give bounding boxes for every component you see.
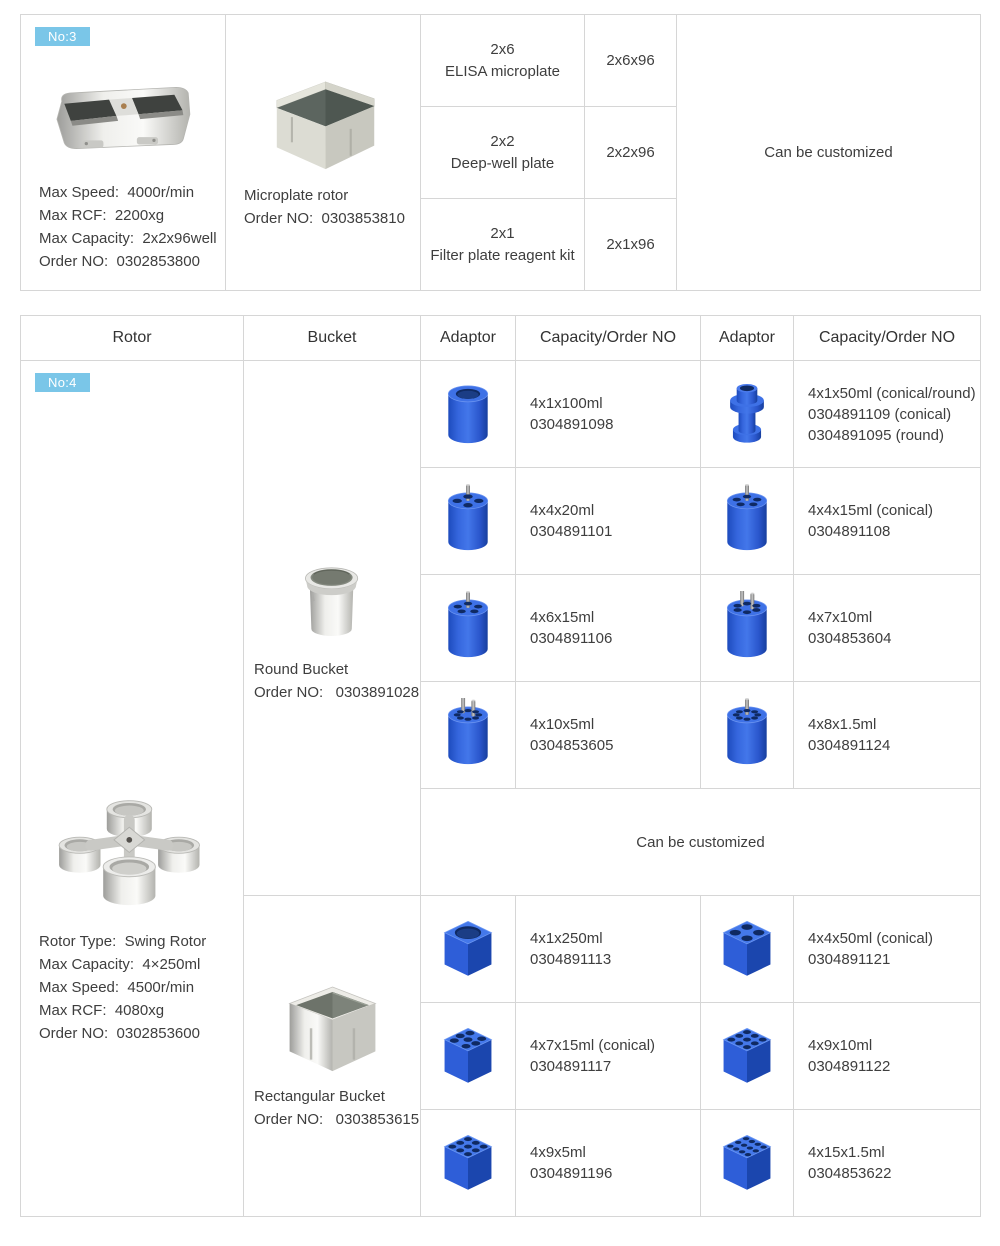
capacity-line: 4x4x50ml (conical) [808,930,934,947]
order-no-line: 0304891095 (round) [808,426,944,444]
customized-cell [677,15,981,291]
rotor-info-cell [21,15,226,291]
adaptor-cell [421,468,516,575]
microplate-bucket-image [226,75,420,176]
bucket-order: Order NO: 0303853810 [244,210,405,227]
capacity-line: 4x6x15ml [530,609,595,626]
bucket-name: Microplate rotor [244,187,349,204]
capacity-line: 4x1x50ml (conical/round) [808,384,976,402]
capacity-cell [794,1110,981,1217]
adaptor-icon [701,912,793,987]
order-no-line: 0304891113 [530,951,612,968]
plate-type: Filter plate reagent kit [430,246,575,264]
capacity-cell [794,575,981,682]
order-no-line: 0304891101 [530,523,613,540]
header-adaptor-1: Adaptor [421,316,516,361]
bucket-name: Rectangular Bucket [254,1087,385,1105]
order-no-line: 0304891117 [530,1058,612,1075]
spec-line: Max Speed: 4500r/min [39,978,195,996]
capacity-line: 4x9x10ml [808,1037,873,1054]
adaptor-cell [421,361,516,468]
order-no-line: 0304891124 [808,737,891,754]
round-bucket-image [244,553,420,650]
order-no-line: 0304891122 [808,1058,891,1075]
spec-line: Order NO: 0302853600 [39,1024,200,1042]
rotor-info-cell [21,361,244,1217]
adaptor-cell [421,682,516,789]
customized-cell [421,789,981,896]
capacity-cell [585,107,677,199]
adaptor-icon [421,1019,515,1094]
capacity-line: 4x9x5ml [530,1144,586,1161]
adaptor-cell [701,1003,794,1110]
order-no-line: 0304891121 [808,951,891,968]
adaptor-cell [421,575,516,682]
microplate-bucket-cell [226,15,421,291]
bucket-order: Order NO: 0303891028 [254,683,420,701]
adaptor-cell [701,682,794,789]
rectangular-bucket-image [244,982,420,1077]
capacity-line: 4x15x1.5ml [808,1144,885,1161]
order-no-line: 0304891196 [530,1165,613,1182]
adaptor-cell [701,896,794,1003]
customized-text: Can be customized [636,833,765,851]
customized-text: Can be customized [764,144,893,161]
plate-type-cell [421,107,585,199]
adaptor-icon [701,377,793,452]
adaptor-cell [701,361,794,468]
capacity-cell [516,1003,701,1110]
swing-rotor-table [20,315,981,1217]
header-capacity-2: Capacity/Order NO [794,316,981,361]
plate-type: ELISA microplate [444,62,561,80]
order-no-line: 0304853604 [808,630,892,647]
microplate-rotor-image [21,67,225,173]
adaptor-icon [421,1126,515,1201]
order-no-line: 0304853622 [808,1165,892,1182]
adaptor-cell [421,1110,516,1217]
capacity-cell [794,361,981,468]
adaptor-icon [421,912,515,987]
plate-type-cell [421,15,585,107]
adaptor-cell [701,1110,794,1217]
bucket-label [244,1085,420,1131]
rotor-specs [21,181,225,273]
order-no-line: 0304891106 [530,630,613,647]
capacity-cell [794,1003,981,1110]
adaptor-icon [421,484,515,559]
adaptor-icon [421,698,515,773]
adaptor-icon [701,698,793,773]
capacity-cell [516,468,701,575]
capacity-cell [794,896,981,1003]
plate-count: 2x1 [490,224,515,242]
capacity-line: 4x8x1.5ml [808,716,877,733]
bucket-name: Round Bucket [254,660,349,678]
adaptor-icon [421,591,515,666]
swing-rotor-image [21,773,243,922]
spec-line: Max RCF: 2200xg [39,206,165,224]
header-capacity-1: Capacity/Order NO [516,316,701,361]
header-adaptor-2: Adaptor [701,316,794,361]
capacity-cell [516,575,701,682]
capacity-line: 4x7x15ml (conical) [530,1037,656,1054]
capacity-cell [516,361,701,468]
capacity-value: 2x6x96 [606,52,655,69]
capacity-cell [516,682,701,789]
adaptor-cell [421,1003,516,1110]
capacity-line: 4x1x250ml [530,930,603,947]
bucket-label [226,184,420,230]
adaptor-icon [421,377,515,452]
order-no-line: 0304891109 (conical) [808,405,952,423]
plate-count: 2x2 [490,132,515,150]
spec-line: Max Capacity: 4×250ml [39,955,201,973]
capacity-value: 2x1x96 [606,236,655,253]
capacity-line: 4x10x5ml [530,716,595,733]
capacity-line: 4x1x100ml [530,395,603,412]
adaptor-cell [421,896,516,1003]
capacity-line: 4x4x15ml (conical) [808,502,934,519]
bucket-label [244,658,420,704]
capacity-cell [585,199,677,291]
rectangular-bucket-cell [244,896,421,1217]
capacity-cell [516,1110,701,1217]
plate-type: Deep-well plate [450,154,555,172]
adaptor-icon [701,1019,793,1094]
item-number-badge: No:3 [35,27,90,46]
header-rotor: Rotor [21,316,244,361]
item-number-badge: No:4 [35,373,90,392]
adaptor-cell [701,575,794,682]
capacity-line: 4x7x10ml [808,609,873,626]
adaptor-icon [701,1126,793,1201]
spec-line: Max Capacity: 2x2x96well [39,229,217,247]
spec-line: Max RCF: 4080xg [39,1001,165,1019]
plate-type-cell [421,199,585,291]
header-bucket: Bucket [244,316,421,361]
capacity-cell [794,468,981,575]
rotor-specs [21,930,243,1045]
capacity-value: 2x2x96 [606,144,655,161]
microplate-rotor-table [20,14,981,291]
order-no-line: 0304891098 [530,416,614,433]
plate-count: 2x6 [490,40,515,58]
bucket-order: Order NO: 0303853615 [254,1110,420,1128]
adaptor-cell [701,468,794,575]
order-no-line: 0304891108 [808,523,891,540]
capacity-cell [585,15,677,107]
capacity-cell [794,682,981,789]
spec-line: Order NO: 0302853800 [39,252,200,270]
capacity-cell [516,896,701,1003]
capacity-line: 4x4x20ml [530,502,595,519]
adaptor-icon [701,591,793,666]
spec-line: Max Speed: 4000r/min [39,183,195,201]
round-bucket-cell [244,361,421,896]
adaptor-icon [701,484,793,559]
spec-line: Rotor Type: Swing Rotor [39,932,207,950]
order-no-line: 0304853605 [530,737,614,754]
